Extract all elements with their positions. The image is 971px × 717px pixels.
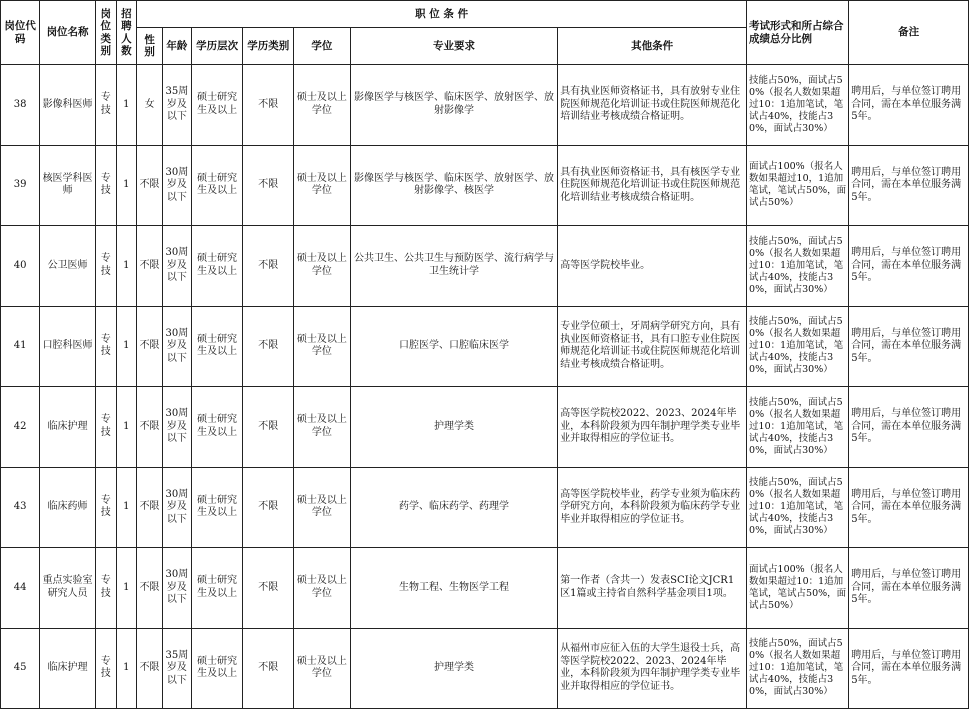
cell-name: 临床护理 (40, 387, 96, 468)
cell-degree: 硕士及以上学位 (294, 387, 351, 468)
cell-category: 专技 (95, 145, 116, 226)
cell-exam: 面试占100%（报名人数如果超过10：1追加笔试，笔试占50%，面试占50%） (747, 548, 849, 629)
cell-count: 1 (116, 306, 137, 387)
cell-edu-type: 不限 (243, 65, 294, 146)
cell-edu-level: 硕士研究生及以上 (191, 387, 243, 468)
header-category: 岗位类别 (95, 1, 116, 65)
cell-edu-type: 不限 (243, 226, 294, 307)
cell-edu-level: 硕士研究生及以上 (191, 467, 243, 548)
cell-code: 42 (1, 387, 40, 468)
cell-category: 专技 (95, 65, 116, 146)
cell-code: 43 (1, 467, 40, 548)
header-exam: 考试形式和所占综合成绩总分比例 (747, 1, 849, 65)
cell-edu-level: 硕士研究生及以上 (191, 145, 243, 226)
cell-category: 专技 (95, 226, 116, 307)
cell-gender: 不限 (137, 628, 163, 709)
cell-name: 临床护理 (40, 628, 96, 709)
cell-degree: 硕士及以上学位 (294, 65, 351, 146)
cell-category: 专技 (95, 628, 116, 709)
cell-age: 30周岁及以下 (162, 387, 191, 468)
header-edu-level: 学历层次 (191, 28, 243, 65)
cell-degree: 硕士及以上学位 (294, 628, 351, 709)
cell-age: 30周岁及以下 (162, 548, 191, 629)
table-row (1, 548, 969, 629)
cell-degree: 硕士及以上学位 (294, 467, 351, 548)
cell-edu-type: 不限 (243, 548, 294, 629)
cell-gender: 不限 (137, 548, 163, 629)
cell-category: 专技 (95, 387, 116, 468)
cell-count: 1 (116, 65, 137, 146)
cell-other: 具有执业医师资格证书，具有核医学专业住院医师规范化培训证书或住院医师规范化培训结业考核成绩合格证明。 (558, 145, 747, 226)
cell-remark: 聘用后，与单位签订聘用合同，需在本单位服务满5年。 (849, 226, 969, 307)
cell-degree: 硕士及以上学位 (294, 226, 351, 307)
cell-exam: 技能占50%，面试占50%（报名人数如果超过10：1追加笔试，笔试占40%，技能占30%，面试占30%） (747, 65, 849, 146)
header-name: 岗位名称 (40, 1, 96, 65)
header-age: 年龄 (162, 28, 191, 65)
cell-remark: 聘用后，与单位签订聘用合同，需在本单位服务满5年。 (849, 387, 969, 468)
cell-remark: 聘用后，与单位签订聘用合同，需在本单位服务满5年。 (849, 628, 969, 709)
cell-edu-level: 硕士研究生及以上 (191, 628, 243, 709)
cell-age: 30周岁及以下 (162, 467, 191, 548)
cell-other: 从福州市应征入伍的大学生退役士兵，高等医学院校2022、2023、2024年毕业，本科阶段须为四年制护理学类专业毕业并取得相应的学位证书。 (558, 628, 747, 709)
table-row (1, 387, 969, 468)
cell-name: 影像科医师 (40, 65, 96, 146)
cell-other: 第一作者（含共一）发表SCI论文JCR1区1篇或主持省自然科学基金项目1项。 (558, 548, 747, 629)
table-row (1, 226, 969, 307)
cell-degree: 硕士及以上学位 (294, 306, 351, 387)
cell-name: 重点实验室研究人员 (40, 548, 96, 629)
cell-edu-level: 硕士研究生及以上 (191, 306, 243, 387)
cell-code: 44 (1, 548, 40, 629)
cell-other: 高等医学院校毕业。 (558, 226, 747, 307)
cell-exam: 技能占50%，面试占50%（报名人数如果超过10：1追加笔试，笔试占40%，技能占30%，面试占30%） (747, 306, 849, 387)
cell-gender: 不限 (137, 145, 163, 226)
header-conditions: 职 位 条 件 (137, 1, 747, 28)
cell-count: 1 (116, 226, 137, 307)
cell-remark: 聘用后，与单位签订聘用合同，需在本单位服务满5年。 (849, 467, 969, 548)
cell-name: 临床药师 (40, 467, 96, 548)
cell-age: 30周岁及以下 (162, 145, 191, 226)
cell-age: 35周岁及以下 (162, 65, 191, 146)
cell-exam: 技能占50%，面试占50%（报名人数如果超过10：1追加笔试，笔试占40%，技能占30%，面试占30%） (747, 226, 849, 307)
cell-code: 39 (1, 145, 40, 226)
cell-age: 35周岁及以下 (162, 628, 191, 709)
table-row (1, 628, 969, 709)
cell-code: 41 (1, 306, 40, 387)
cell-count: 1 (116, 628, 137, 709)
table-row (1, 65, 969, 146)
cell-edu-type: 不限 (243, 145, 294, 226)
cell-code: 45 (1, 628, 40, 709)
header-other: 其他条件 (558, 28, 747, 65)
cell-edu-type: 不限 (243, 467, 294, 548)
cell-count: 1 (116, 548, 137, 629)
cell-major: 公共卫生、公共卫生与预防医学、流行病学与卫生统计学 (350, 226, 557, 307)
cell-gender: 不限 (137, 226, 163, 307)
cell-exam: 技能占50%，面试占50%（报名人数如果超过10：1追加笔试，笔试占40%，技能占30%，面试占30%） (747, 467, 849, 548)
cell-exam: 技能占50%，面试占50%（报名人数如果超过10：1追加笔试，笔试占40%，技能占30%，面试占30%） (747, 387, 849, 468)
cell-edu-type: 不限 (243, 628, 294, 709)
cell-name: 口腔科医师 (40, 306, 96, 387)
cell-major: 影像医学与核医学、临床医学、放射医学、放射影像学 (350, 65, 557, 146)
cell-exam: 技能占50%，面试占50%（报名人数如果超过10：1追加笔试，笔试占40%，技能占30%，面试占30%） (747, 628, 849, 709)
cell-gender: 女 (137, 65, 163, 146)
cell-major: 口腔医学、口腔临床医学 (350, 306, 557, 387)
cell-degree: 硕士及以上学位 (294, 145, 351, 226)
cell-remark: 聘用后，与单位签订聘用合同，需在本单位服务满5年。 (849, 65, 969, 146)
cell-edu-level: 硕士研究生及以上 (191, 65, 243, 146)
table-row (1, 306, 969, 387)
cell-name: 核医学科医师 (40, 145, 96, 226)
cell-category: 专技 (95, 467, 116, 548)
cell-other: 高等医学院校2022、2023、2024年毕业，本科阶段须为四年制护理学类专业毕业并取得相应的学位证书。 (558, 387, 747, 468)
cell-remark: 聘用后，与单位签订聘用合同，需在本单位服务满5年。 (849, 145, 969, 226)
cell-edu-level: 硕士研究生及以上 (191, 226, 243, 307)
table-row (1, 467, 969, 548)
table-row (1, 145, 969, 226)
cell-edu-type: 不限 (243, 387, 294, 468)
cell-category: 专技 (95, 306, 116, 387)
cell-other: 专业学位硕士，牙周病学研究方向，具有执业医师资格证书，具有口腔专业住院医师规范化培训证书或住院医师规范化培训结业考核成绩合格证明。 (558, 306, 747, 387)
header-major: 专业要求 (350, 28, 557, 65)
cell-gender: 不限 (137, 387, 163, 468)
header-count: 招聘人数 (116, 1, 137, 65)
cell-exam: 面试占100%（报名人数如果超过10，1追加笔试，笔试占50%，面试占50%） (747, 145, 849, 226)
cell-gender: 不限 (137, 306, 163, 387)
cell-edu-type: 不限 (243, 306, 294, 387)
cell-remark: 聘用后，与单位签订聘用合同，需在本单位服务满5年。 (849, 306, 969, 387)
cell-count: 1 (116, 145, 137, 226)
cell-major: 护理学类 (350, 628, 557, 709)
cell-count: 1 (116, 387, 137, 468)
cell-edu-level: 硕士研究生及以上 (191, 548, 243, 629)
cell-degree: 硕士及以上学位 (294, 548, 351, 629)
header-remark: 备注 (849, 1, 969, 65)
cell-count: 1 (116, 467, 137, 548)
cell-major: 影像医学与核医学、临床医学、放射医学、放射影像学、核医学 (350, 145, 557, 226)
header-degree: 学位 (294, 28, 351, 65)
cell-name: 公卫医师 (40, 226, 96, 307)
cell-age: 30周岁及以下 (162, 226, 191, 307)
cell-age: 30周岁及以下 (162, 306, 191, 387)
cell-major: 生物工程、生物医学工程 (350, 548, 557, 629)
header-edu-type: 学历类别 (243, 28, 294, 65)
cell-other: 具有执业医师资格证书，具有放射专业住院医师规范化培训证书或住院医师规范化培训结业考核成绩合格证明。 (558, 65, 747, 146)
cell-code: 38 (1, 65, 40, 146)
cell-remark: 聘用后，与单位签订聘用合同，需在本单位服务满5年。 (849, 548, 969, 629)
cell-gender: 不限 (137, 467, 163, 548)
cell-category: 专技 (95, 548, 116, 629)
cell-major: 药学、临床药学、药理学 (350, 467, 557, 548)
cell-code: 40 (1, 226, 40, 307)
cell-other: 高等医学院校毕业，药学专业须为临床药学研究方向，本科阶段须为临床药学专业毕业并取得相应的学位证书。 (558, 467, 747, 548)
header-code: 岗位代码 (1, 1, 40, 65)
header-gender: 性别 (137, 28, 163, 65)
cell-major: 护理学类 (350, 387, 557, 468)
